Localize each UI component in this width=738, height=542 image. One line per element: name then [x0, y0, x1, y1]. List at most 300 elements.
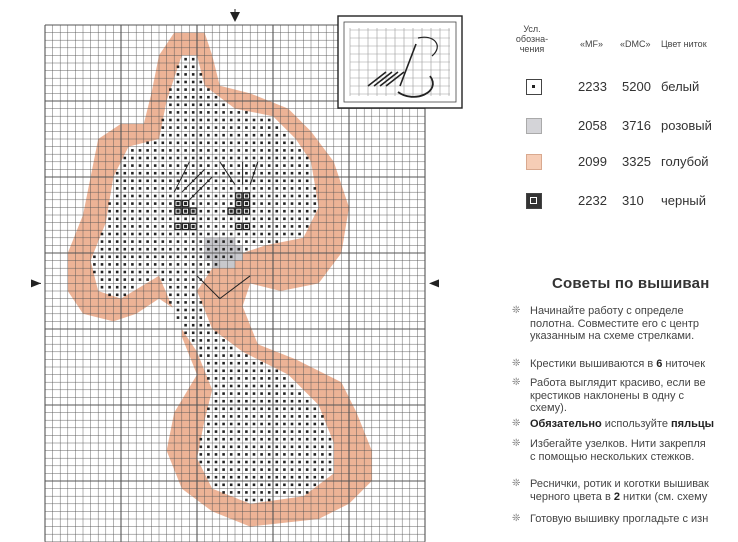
stitch-dot	[222, 347, 225, 350]
stitch-dot	[131, 263, 134, 266]
stitch-dot	[283, 180, 286, 183]
stitch-dot	[192, 111, 195, 114]
stitch-dot	[276, 423, 279, 426]
stitch-dot	[146, 271, 149, 274]
stitch-dot	[253, 446, 256, 449]
stitch-dot	[131, 187, 134, 190]
stitch-dot	[124, 278, 127, 281]
stitch-dot	[207, 233, 210, 236]
tip-line: Обязательно используйте пяльцы	[530, 418, 714, 430]
stitch-dot	[298, 210, 301, 213]
stitch-dot	[276, 392, 279, 395]
stitch-dot	[291, 400, 294, 403]
symbol-blue-swatch	[526, 154, 542, 170]
stitch-dot	[260, 164, 263, 167]
stitch-dot	[238, 111, 241, 114]
stitch-dot	[200, 104, 203, 107]
stitch-dot	[192, 187, 195, 190]
stitch-dot	[314, 210, 317, 213]
stitch-dot	[177, 233, 180, 236]
stitch-dot	[184, 248, 187, 251]
stitch-dot	[146, 233, 149, 236]
stitch-dot	[222, 476, 225, 479]
stitch-dot	[283, 438, 286, 441]
stitch-dot	[207, 362, 210, 365]
stitch-dot	[291, 461, 294, 464]
stitch-dot	[230, 126, 233, 129]
stitch-dot	[192, 218, 195, 221]
bullet-icon: ❊	[512, 377, 521, 388]
stitch-dot	[253, 385, 256, 388]
stitch-dot	[139, 278, 142, 281]
stitch-dot	[177, 309, 180, 312]
tip-item	[512, 513, 738, 526]
stitch-dot	[238, 210, 241, 213]
stitch-dot	[283, 164, 286, 167]
stitch-dot	[245, 430, 248, 433]
stitch-dot	[245, 415, 248, 418]
stitch-dot	[253, 400, 256, 403]
stitch-dot	[200, 96, 203, 99]
stitch-dot	[200, 202, 203, 205]
stitch-dot	[230, 476, 233, 479]
stitch-dot	[260, 392, 263, 395]
stitch-dot	[215, 347, 218, 350]
stitch-dot	[184, 316, 187, 319]
stitch-dot	[245, 111, 248, 114]
stitch-dot	[245, 233, 248, 236]
stitch-dot	[200, 149, 203, 152]
stitch-dot	[207, 347, 210, 350]
stitch-dot	[154, 263, 157, 266]
stitch-dot	[215, 423, 218, 426]
stitch-dot	[238, 370, 241, 373]
stitch-dot	[139, 210, 142, 213]
stitch-dot	[306, 180, 309, 183]
stitch-dot	[222, 430, 225, 433]
stitch-dot	[298, 430, 301, 433]
stitch-dot	[276, 218, 279, 221]
stitch-dot	[184, 256, 187, 259]
stitch-dot	[116, 218, 119, 221]
stitch-dot	[184, 142, 187, 145]
stitch-dot	[184, 111, 187, 114]
stitch-dot	[283, 385, 286, 388]
symbol-black-swatch	[526, 193, 542, 209]
stitch-dot	[253, 157, 256, 160]
stitch-dot	[116, 240, 119, 243]
stitch-dot	[314, 446, 317, 449]
stitch-dot	[184, 278, 187, 281]
tip-line: Работа выглядит красиво, если ве	[530, 377, 706, 389]
stitch-dot	[162, 172, 165, 175]
stitch-dot	[268, 164, 271, 167]
stitch-dot	[162, 119, 165, 122]
stitch-dot	[215, 210, 218, 213]
mf-code: 2058	[578, 118, 607, 133]
stitch-dot	[200, 157, 203, 160]
stitch-dot	[139, 187, 142, 190]
stitch-dot	[291, 180, 294, 183]
stitch-dot	[124, 286, 127, 289]
stitch-dot	[268, 446, 271, 449]
stitch-dot	[200, 354, 203, 357]
mf-code: 2232	[578, 193, 607, 208]
stitch-dot	[253, 484, 256, 487]
stitch-dot	[124, 271, 127, 274]
stitch-dot	[260, 377, 263, 380]
stitch-dot	[306, 408, 309, 411]
stitch-dot	[207, 96, 210, 99]
stitch-dot	[131, 225, 134, 228]
stitch-dot	[215, 332, 218, 335]
stitch-dot	[260, 408, 263, 411]
stitch-dot	[283, 408, 286, 411]
stitch-dot	[215, 126, 218, 129]
stitch-dot	[245, 164, 248, 167]
stitch-dot	[245, 461, 248, 464]
stitch-dot	[230, 392, 233, 395]
stitch-dot	[146, 218, 149, 221]
stitch-dot	[230, 354, 233, 357]
stitch-dot	[162, 195, 165, 198]
stitch-dot	[291, 392, 294, 395]
stitch-dot	[253, 195, 256, 198]
stitch-dot	[230, 172, 233, 175]
stitch-dot	[131, 218, 134, 221]
stitch-dot	[260, 468, 263, 471]
stitch-dot	[200, 347, 203, 350]
stitch-dot	[169, 164, 172, 167]
stitch-dot	[276, 134, 279, 137]
stitch-dot	[200, 134, 203, 137]
tip-line: Готовую вышивку прогладьте с изн	[530, 513, 709, 525]
stitch-dot	[169, 88, 172, 91]
stitch-dot	[314, 408, 317, 411]
stitch-dot	[245, 126, 248, 129]
stitch-dot	[222, 218, 225, 221]
stitch-dot	[192, 142, 195, 145]
stitch-dot	[314, 187, 317, 190]
stitch-dot	[200, 111, 203, 114]
stitch-dot	[177, 119, 180, 122]
stitch-dot	[253, 491, 256, 494]
stitch-dot	[184, 324, 187, 327]
stitch-dot	[260, 461, 263, 464]
stitch-dot	[177, 111, 180, 114]
mf-code: 2233	[578, 79, 607, 94]
stitch-dot	[146, 210, 149, 213]
stitch-dot	[222, 149, 225, 152]
stitch-dot	[230, 484, 233, 487]
stitch-dot	[200, 210, 203, 213]
stitch-dot	[116, 210, 119, 213]
stitch-dot	[283, 187, 286, 190]
stitch-dot	[306, 400, 309, 403]
stitch-dot	[283, 149, 286, 152]
stitch-dot	[169, 225, 172, 228]
tip-item	[512, 438, 738, 463]
stitch-dot	[260, 446, 263, 449]
stitch-dot	[283, 195, 286, 198]
stitch-dot	[283, 377, 286, 380]
stitch-dot	[162, 225, 165, 228]
stitch-dot	[200, 446, 203, 449]
stitch-dot	[101, 286, 104, 289]
stitch-dot	[238, 354, 241, 357]
stitch-dot	[291, 476, 294, 479]
stitch-dot	[146, 256, 149, 259]
stitch-dot	[177, 301, 180, 304]
stitch-dot	[222, 438, 225, 441]
stitch-dot	[215, 446, 218, 449]
stitch-dot	[215, 111, 218, 114]
stitch-dot	[192, 172, 195, 175]
stitch-dot	[192, 263, 195, 266]
stitch-dot	[146, 187, 149, 190]
stitch-dot	[215, 461, 218, 464]
stitch-dot	[283, 172, 286, 175]
stitch-dot	[131, 248, 134, 251]
stitch-dot	[215, 104, 218, 107]
stitch-dot	[245, 248, 248, 251]
stitch-dot	[207, 202, 210, 205]
stitch-dot	[276, 468, 279, 471]
stitch-dot	[291, 164, 294, 167]
stitch-dot	[245, 157, 248, 160]
stitch-dot	[192, 104, 195, 107]
stitch-dot	[124, 164, 127, 167]
stitch-dot	[154, 225, 157, 228]
stitch-dot	[268, 126, 271, 129]
stitch-dot	[268, 142, 271, 145]
stitch-dot	[260, 438, 263, 441]
stitch-dot	[230, 164, 233, 167]
stitch-dot	[253, 453, 256, 456]
stitch-dot	[177, 73, 180, 76]
stitch-dot	[116, 271, 119, 274]
stitch-dot	[276, 142, 279, 145]
stitch-dot	[276, 126, 279, 129]
stitch-dot	[238, 134, 241, 137]
stitch-dot	[162, 187, 165, 190]
stitch-dot	[238, 461, 241, 464]
symbol-pink-swatch	[526, 118, 542, 134]
stitch-dot	[207, 104, 210, 107]
stitch-dot	[146, 240, 149, 243]
stitch-dot	[245, 400, 248, 403]
stitch-dot	[222, 202, 225, 205]
stitch-dot	[245, 370, 248, 373]
stitch-dot	[260, 233, 263, 236]
stitch-dot	[253, 187, 256, 190]
stitch-dot	[207, 187, 210, 190]
stitch-dot	[162, 180, 165, 183]
stitch-dot	[146, 202, 149, 205]
stitch-dot	[177, 195, 180, 198]
stitch-dot	[162, 240, 165, 243]
stitch-dot	[207, 354, 210, 357]
stitch-dot	[215, 187, 218, 190]
stitch-dot	[238, 362, 241, 365]
stitch-dot	[222, 461, 225, 464]
stitch-dot	[260, 423, 263, 426]
stitch-dot	[291, 415, 294, 418]
stitch-dot	[238, 187, 241, 190]
stitch-dot	[207, 339, 210, 342]
stitch-dot	[192, 248, 195, 251]
stitch-dot	[108, 263, 111, 266]
stitch-dot	[222, 172, 225, 175]
stitch-dot	[230, 446, 233, 449]
stitch-dot	[169, 180, 172, 183]
stitch-dot	[215, 430, 218, 433]
stitch-dot	[291, 468, 294, 471]
stitch-dot	[268, 468, 271, 471]
stitch-dot	[154, 202, 157, 205]
stitch-dot	[268, 400, 271, 403]
stitch-dot	[184, 294, 187, 297]
stitch-dot	[291, 157, 294, 160]
stitch-dot	[222, 134, 225, 137]
stitch-dot	[298, 446, 301, 449]
stitch-dot	[177, 104, 180, 107]
stitch-dot	[101, 240, 104, 243]
stitch-dot	[238, 476, 241, 479]
stitch-dot	[230, 248, 233, 251]
stitch-dot	[116, 202, 119, 205]
stitch-dot	[306, 172, 309, 175]
stitch-dot	[268, 453, 271, 456]
stitch-dot	[116, 195, 119, 198]
stitch-dot	[245, 408, 248, 411]
stitch-dot	[200, 88, 203, 91]
stitch-dot	[283, 491, 286, 494]
stitch-dot	[215, 218, 218, 221]
stitch-dot	[169, 119, 172, 122]
stitch-dot	[200, 309, 203, 312]
stitch-dot	[101, 256, 104, 259]
stitch-dot	[230, 453, 233, 456]
stitch-dot	[253, 438, 256, 441]
stitch-dot	[260, 415, 263, 418]
stitch-dot	[207, 172, 210, 175]
stitch-dot	[245, 354, 248, 357]
stitch-dot	[245, 240, 248, 243]
stitch-dot	[192, 88, 195, 91]
stitch-dot	[260, 453, 263, 456]
stitch-dot	[215, 225, 218, 228]
tip-item	[512, 358, 738, 371]
stitch-dot	[276, 461, 279, 464]
stitch-dot	[298, 195, 301, 198]
stitch-dot	[314, 195, 317, 198]
stitch-dot	[116, 248, 119, 251]
stitch-dot	[268, 430, 271, 433]
stitch-dot	[230, 119, 233, 122]
stitch-dot	[238, 392, 241, 395]
stitch-dot	[162, 256, 165, 259]
stitch-dot	[329, 446, 332, 449]
stitch-dot	[253, 499, 256, 502]
stitch-dot	[200, 73, 203, 76]
stitch-dot	[177, 294, 180, 297]
stitch-dot	[108, 202, 111, 205]
stitch-dot	[139, 233, 142, 236]
stitch-dot	[207, 446, 210, 449]
stitch-dot	[230, 385, 233, 388]
stitch-dot	[162, 126, 165, 129]
stitch-dot	[177, 134, 180, 137]
stitch-dot	[215, 438, 218, 441]
stitch-dot	[245, 218, 248, 221]
stitch-dot	[253, 392, 256, 395]
stitch-dot	[238, 225, 241, 228]
stitch-dot	[253, 233, 256, 236]
stitch-dot	[192, 134, 195, 137]
stitch-dot	[268, 119, 271, 122]
stitch-dot	[245, 438, 248, 441]
tip-line: полотна. Совместите его с центр	[530, 317, 699, 330]
stitch-dot	[184, 195, 187, 198]
stitch-dot	[230, 400, 233, 403]
stitch-dot	[222, 111, 225, 114]
stitch-dot	[238, 430, 241, 433]
tip-line: крестиков наклонены в одну с	[530, 389, 685, 402]
stitch-dot	[215, 96, 218, 99]
stitch-dot	[154, 149, 157, 152]
stitch-dot	[260, 476, 263, 479]
stitch-dot	[283, 202, 286, 205]
stitch-dot	[146, 164, 149, 167]
stitch-dot	[230, 491, 233, 494]
stitch-dot	[314, 438, 317, 441]
stitch-dot	[162, 278, 165, 281]
stitch-dot	[291, 195, 294, 198]
stitch-dot	[162, 164, 165, 167]
stitch-dot	[146, 248, 149, 251]
stitch-dot	[253, 119, 256, 122]
stitch-dot	[207, 415, 210, 418]
stitch-dot	[238, 157, 241, 160]
stitch-dot	[162, 142, 165, 145]
stitch-dot	[253, 468, 256, 471]
stitch-dot	[192, 294, 195, 297]
stitch-dot	[222, 256, 225, 259]
stitch-dot	[207, 438, 210, 441]
stitch-dot	[169, 218, 172, 221]
stitch-dot	[222, 339, 225, 342]
stitch-dot	[154, 233, 157, 236]
stitch-dot	[207, 142, 210, 145]
stitch-dot	[238, 126, 241, 129]
stitch-dot	[268, 377, 271, 380]
stitch-dot	[192, 316, 195, 319]
stitch-dot	[222, 104, 225, 107]
stitch-dot	[283, 476, 286, 479]
stitch-dot	[291, 484, 294, 487]
stitch-dot	[124, 225, 127, 228]
stitch-dot	[230, 202, 233, 205]
legend-header-mf: «MF»	[580, 39, 604, 49]
stitch-dot	[253, 134, 256, 137]
stitch-dot	[276, 164, 279, 167]
stitch-dot	[298, 438, 301, 441]
stitch-dot	[245, 476, 248, 479]
stitch-dot	[283, 461, 286, 464]
stitch-dot	[298, 468, 301, 471]
symbol-white-swatch	[526, 79, 542, 95]
